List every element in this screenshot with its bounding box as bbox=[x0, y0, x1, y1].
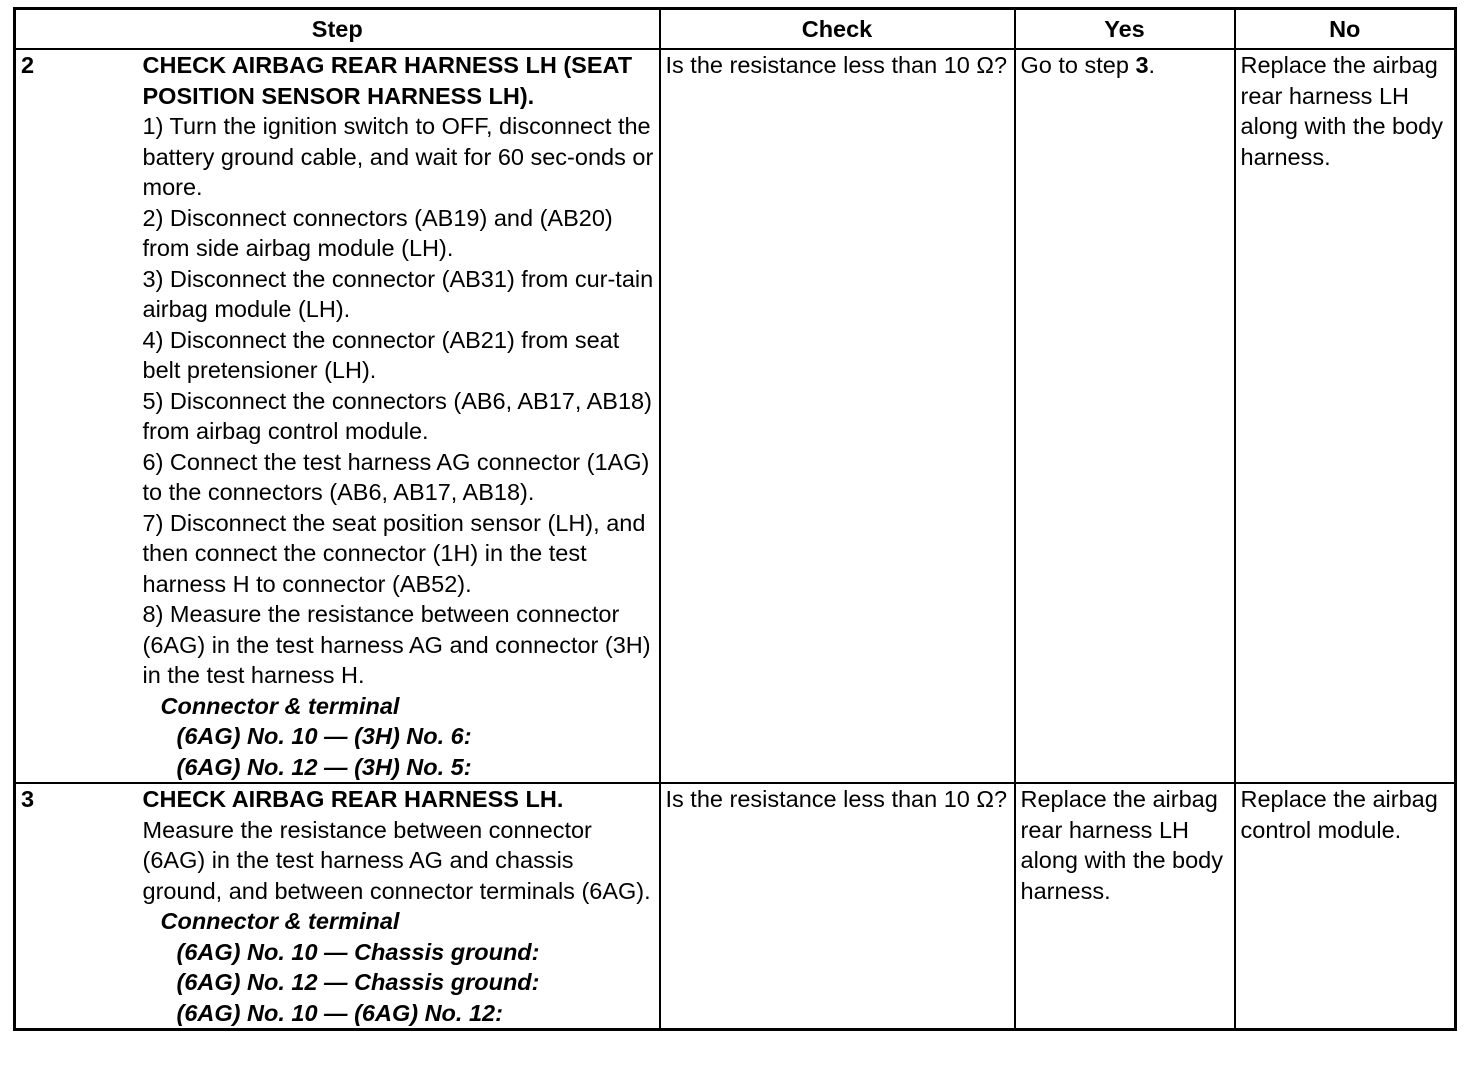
no-cell: Replace the airbag rear harness LH along with the body harness. bbox=[1235, 49, 1456, 783]
terminal-pair: (6AG) No. 10 — (3H) No. 6: bbox=[176, 723, 472, 749]
check-cell: Is the resistance less than 10 Ω? bbox=[660, 49, 1015, 783]
terminal-pair: (6AG) No. 10 — (6AG) No. 12: bbox=[176, 999, 503, 1026]
header-row bbox=[15, 9, 1456, 50]
step-instruction: 5) Disconnect the connectors (AB6, AB17, AB18) from airbag control module. bbox=[142, 387, 652, 444]
step-instruction: 8) Measure the resistance between connector (6AG) in the test harness AG and connector (3H) in the test harness H. bbox=[142, 601, 651, 688]
step-number: 2 bbox=[15, 49, 138, 783]
table-row bbox=[15, 49, 1456, 783]
step-number: 3 bbox=[15, 783, 138, 1030]
yes-text: Go to step bbox=[1020, 52, 1136, 78]
terminal-label: Connector & terminal bbox=[160, 692, 400, 719]
header-check: Check bbox=[660, 9, 1015, 50]
no-cell: Replace the airbag control module. bbox=[1235, 783, 1456, 1030]
diagnostic-table bbox=[13, 7, 1457, 1031]
step-instruction: 2) Disconnect connectors (AB19) and (AB20) from side airbag module (LH). bbox=[142, 204, 613, 261]
step-instruction: 6) Connect the test harness AG connector (1AG) to the connectors (AB6, AB17, AB18). bbox=[142, 448, 650, 505]
yes-suffix: . bbox=[1148, 52, 1156, 78]
yes-cell bbox=[1015, 49, 1235, 783]
step-instruction: 7) Disconnect the seat position sensor (LH), and then connect the connector (1H) in the test harness H to connector (AB52). bbox=[142, 509, 646, 597]
yes-cell: Replace the airbag rear harness LH along with the body harness. bbox=[1015, 783, 1235, 1030]
table-row bbox=[15, 783, 1456, 1030]
terminal-label: Connector & terminal bbox=[160, 908, 400, 934]
header-step: Step bbox=[15, 9, 660, 50]
terminal-pair: (6AG) No. 12 — (3H) No. 5: bbox=[176, 753, 472, 780]
check-cell: Is the resistance less than 10 Ω? bbox=[660, 783, 1015, 1030]
header-no: No bbox=[1235, 9, 1456, 50]
step-instruction: 4) Disconnect the connector (AB21) from seat belt pretensioner (LH). bbox=[142, 326, 620, 383]
step-title: CHECK AIRBAG REAR HARNESS LH. bbox=[142, 786, 564, 812]
step-instruction: 1) Turn the ignition switch to OFF, disconnect the battery ground cable, and wait for 60 sec-onds or more. bbox=[142, 113, 654, 200]
header-yes: Yes bbox=[1015, 9, 1235, 50]
terminal-pair: (6AG) No. 10 — Chassis ground: bbox=[176, 938, 540, 965]
step-instruction: 3) Disconnect the connector (AB31) from cur-tain airbag module (LH). bbox=[142, 265, 654, 322]
step-title: CHECK AIRBAG REAR HARNESS LH (SEAT POSITION SENSOR HARNESS LH). bbox=[142, 52, 633, 109]
step-link[interactable]: 3 bbox=[1135, 52, 1149, 78]
terminal-pair: (6AG) No. 12 — Chassis ground: bbox=[176, 969, 540, 995]
step-cell bbox=[138, 49, 660, 783]
step-cell bbox=[138, 783, 660, 1030]
step-instruction: Measure the resistance between connector (6AG) in the test harness AG and chassis ground, and between connector terminals (6AG). bbox=[142, 816, 651, 904]
